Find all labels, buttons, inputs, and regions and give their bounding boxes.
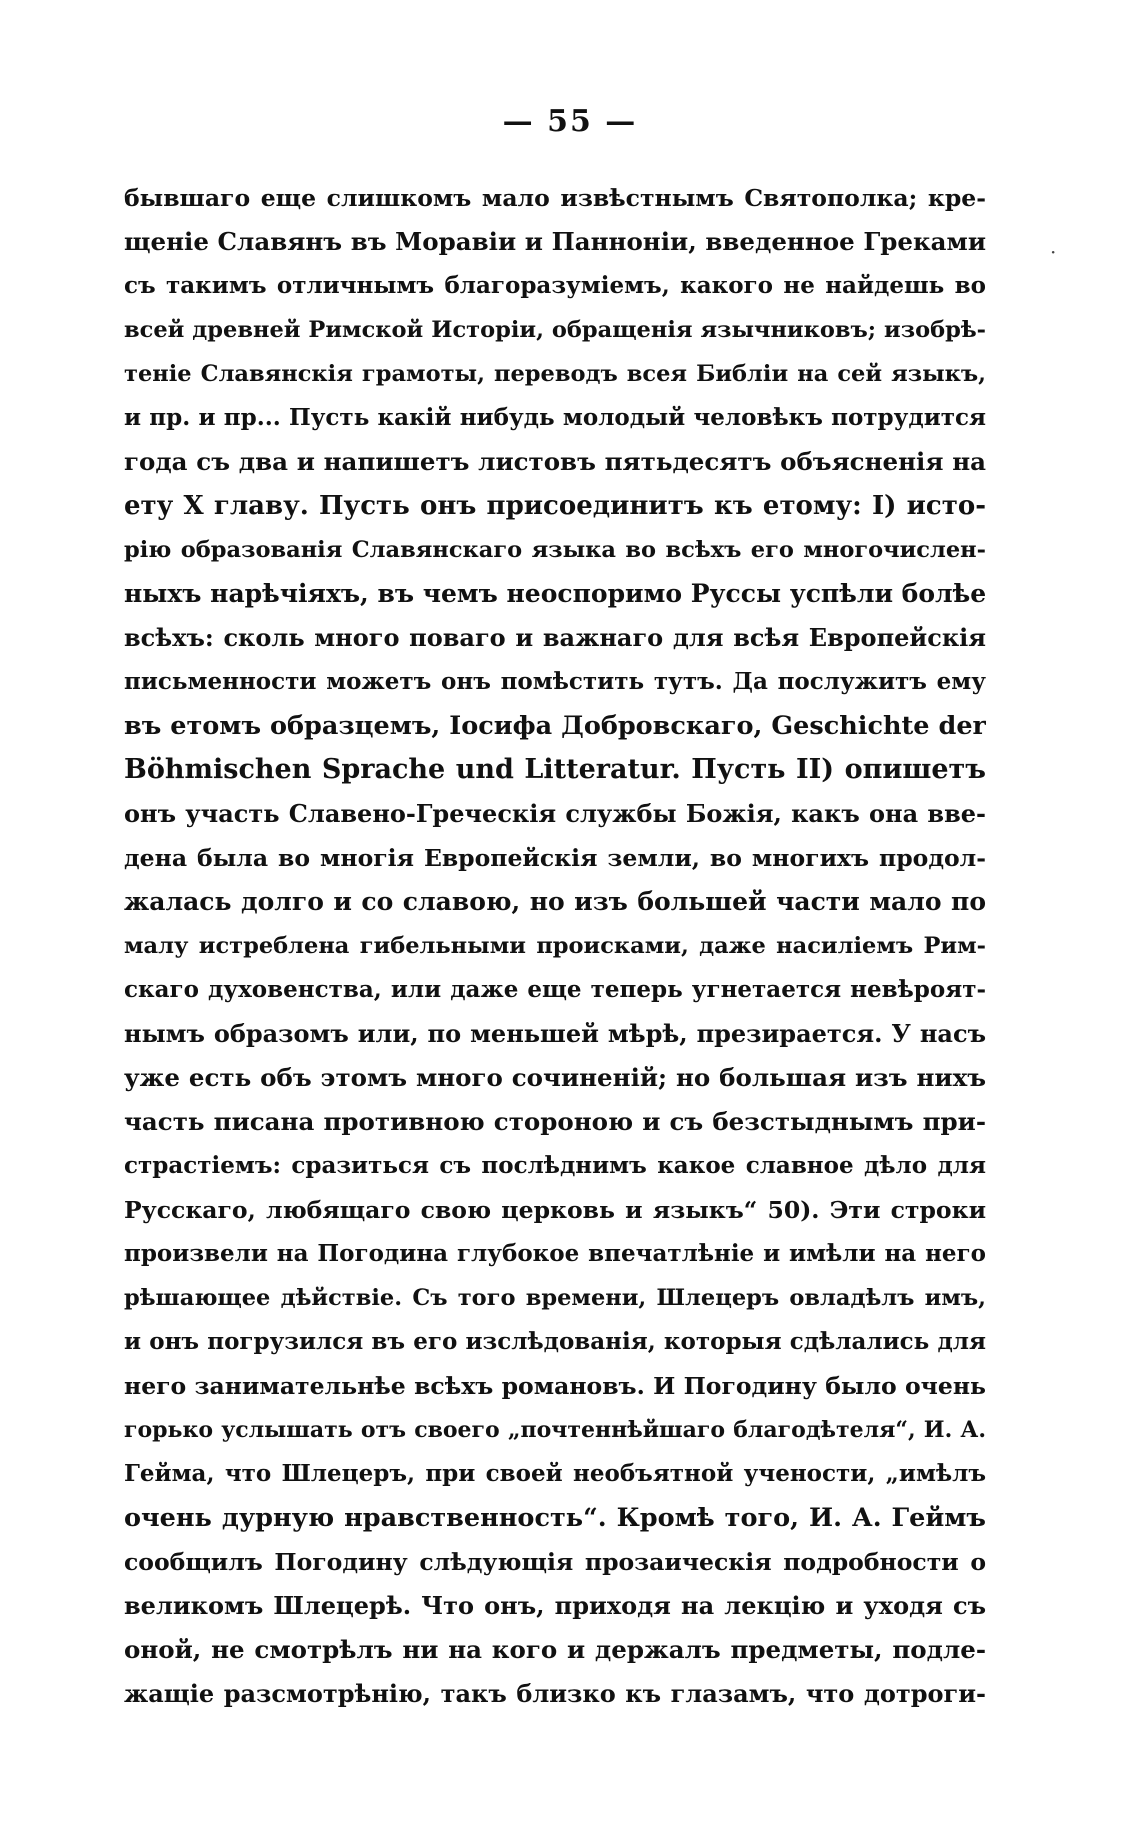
text-line: страстіемъ: сразиться съ послѣднимъ какое славное дѣло для <box>124 1152 986 1179</box>
text-line: произвели на Погодина глубокое впечатлѣніе и имѣли на него <box>124 1240 986 1267</box>
text-line: малу истреблена гибельными происками, даже насиліемъ Рим- <box>124 933 986 959</box>
text-line: очень дурную нравственность“. Кромѣ того, И. А. Геймъ <box>124 1503 986 1533</box>
text-line: нымъ образомъ или, по меньшей мѣрѣ, презирается. У насъ <box>124 1019 986 1048</box>
text-line: Böhmischen Sprache und Litteratur. Пусть II) опишетъ <box>124 754 986 785</box>
text-line: письменности можетъ онъ помѣстить тутъ. Да послужитъ ему <box>124 668 986 695</box>
text-line: него занимательнѣе всѣхъ романовъ. И Погодину было очень <box>124 1372 986 1400</box>
text-line: Русскаго, любящаго свою церковь и языкъ“ 50). Эти строки <box>124 1196 986 1224</box>
text-line: уже есть объ этомъ много сочиненій; но большая изъ нихъ <box>124 1063 986 1092</box>
text-line: теніе Славянскія грамоты, переводъ всея Библіи на сей языкъ, <box>124 361 986 387</box>
text-line: въ етомъ образцемъ, Іосифа Добровскаго, Geschichte der <box>124 711 986 741</box>
text-line: бывшаго еще слишкомъ мало извѣстнымъ Святополка; кре- <box>124 184 986 212</box>
text-line: всей древней Римской Исторіи, обращенія язычниковъ; изобрѣ- <box>124 317 986 343</box>
text-line: оной, не смотрѣлъ ни на кого и держалъ предметы, подле- <box>124 1635 986 1664</box>
stray-mark: · <box>1050 240 1057 264</box>
text-line: онъ участь Славено-Греческія службы Божія, какъ она вве- <box>124 799 986 828</box>
text-line: всѣхъ: сколь много поваго и важнаго для всѣя Европейскія <box>124 623 986 652</box>
text-line: съ такимъ отличнымъ благоразуміемъ, какого не найдешь во <box>124 272 986 299</box>
text-line: и пр. и пр... Пусть какій нибудь молодый человѣкъ потрудится <box>124 404 986 431</box>
text-line: великомъ Шлецерѣ. Что онъ, приходя на лекцію и уходя съ <box>124 1591 986 1620</box>
text-line: рію образованія Славянскаго языка во всѣхъ его многочислен- <box>124 537 986 563</box>
text-line: и онъ погрузился въ его изслѣдованія, которыя сдѣлались для <box>124 1328 986 1355</box>
text-line: года съ два и напишетъ листовъ пятьдесятъ объясненія на <box>124 447 986 476</box>
text-line: щеніе Славянъ въ Моравіи и Панноніи, введенное Греками <box>124 227 986 256</box>
text-line: рѣшающее дѣйствіе. Съ того времени, Шлецеръ овладѣлъ имъ, <box>124 1285 986 1311</box>
text-line: часть писана противною стороною и съ безстыднымъ при- <box>124 1107 986 1136</box>
text-line: жалась долго и со славою, но изъ большей части мало по <box>124 887 986 916</box>
text-line: жащіе разсмотрѣнію, такъ близко къ глазамъ, что дотроги- <box>124 1679 986 1708</box>
text-line: Гейма, что Шлецеръ, при своей необъятной учености, „имѣлъ <box>124 1460 986 1487</box>
text-line: горько услышать отъ своего „почтеннѣйшаго благодѣтеля“, И. А. <box>124 1417 986 1443</box>
body-text <box>124 176 986 1716</box>
text-line: сообщилъ Погодину слѣдующія прозаическія подробности о <box>124 1548 986 1576</box>
text-line: дена была во многія Европейскія земли, во многихъ продол- <box>124 844 986 872</box>
text-line: скаго духовенства, или даже еще теперь угнетается невѣроят- <box>124 976 986 1003</box>
text-line: ныхъ нарѣчіяхъ, въ чемъ неоспоримо Руссы успѣли болѣе <box>124 579 986 608</box>
page-number: — 55 — <box>502 104 638 139</box>
text-line: ету X главу. Пусть онъ присоединитъ къ етому: I) исто- <box>124 491 986 521</box>
